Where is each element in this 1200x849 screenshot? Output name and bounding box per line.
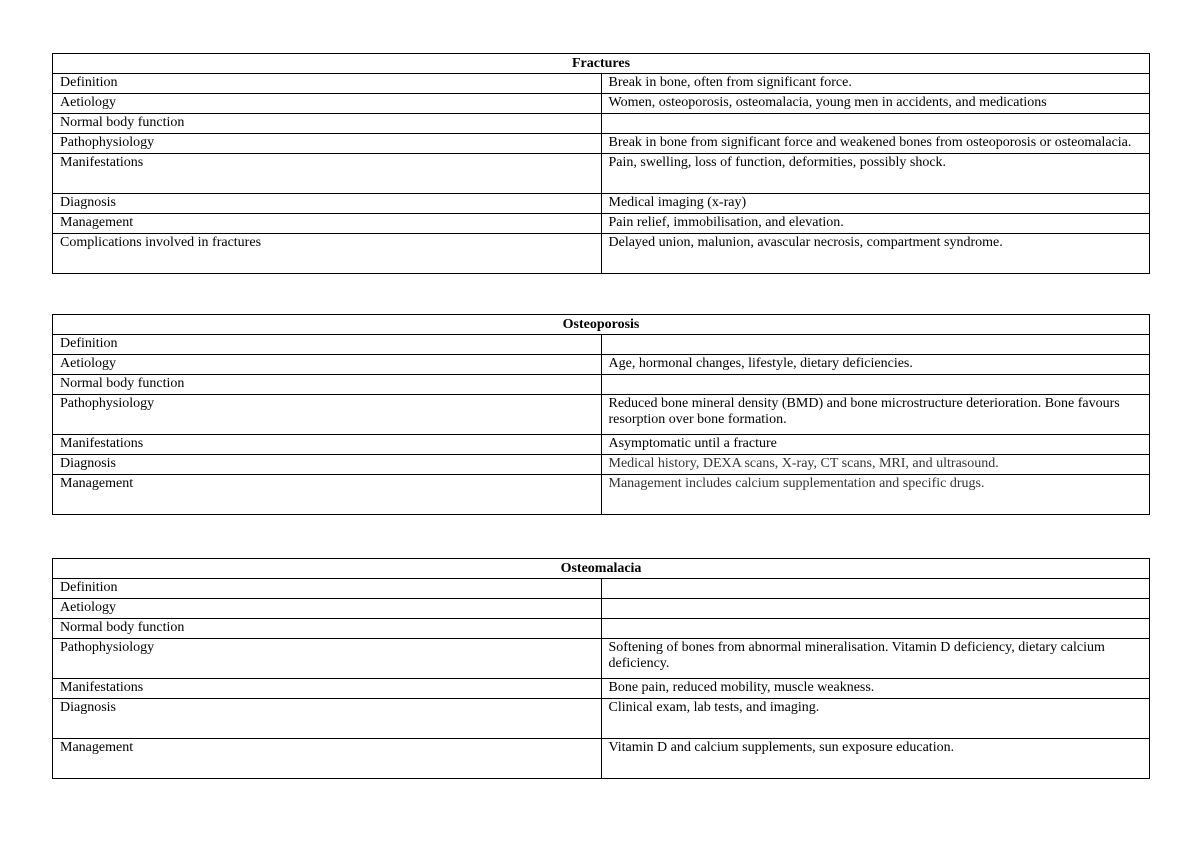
table-row: [53, 699, 1150, 739]
table-title: Osteoporosis: [53, 315, 1150, 335]
table-row: [53, 74, 1150, 94]
row-label: Management: [53, 739, 602, 779]
table-row: [53, 134, 1150, 154]
row-value: Bone pain, reduced mobility, muscle weakness.: [601, 679, 1150, 699]
row-label: Management: [53, 214, 602, 234]
row-label: Manifestations: [53, 154, 602, 194]
row-value: Delayed union, malunion, avascular necrosis, compartment syndrome.: [601, 234, 1150, 274]
row-label: Definition: [53, 579, 602, 599]
fractures-table: [52, 53, 1150, 274]
row-value: [601, 114, 1150, 134]
row-value: [601, 335, 1150, 355]
table-row: [53, 579, 1150, 599]
row-value: Vitamin D and calcium supplements, sun exposure education.: [601, 739, 1150, 779]
row-label: Aetiology: [53, 599, 602, 619]
row-value: [601, 599, 1150, 619]
row-value: Break in bone, often from significant force.: [601, 74, 1150, 94]
table-row: [53, 395, 1150, 435]
row-label: Normal body function: [53, 619, 602, 639]
row-label: Management: [53, 475, 602, 515]
table-row: [53, 234, 1150, 274]
table-row: [53, 599, 1150, 619]
table-title: Fractures: [53, 54, 1150, 74]
row-label: Manifestations: [53, 435, 602, 455]
row-value: Softening of bones from abnormal mineralisation. Vitamin D deficiency, dietary calcium deficiency.: [601, 639, 1150, 679]
row-label: Definition: [53, 335, 602, 355]
table-row: [53, 739, 1150, 779]
table-row: [53, 639, 1150, 679]
row-value: Medical imaging (x-ray): [601, 194, 1150, 214]
table-row: [53, 475, 1150, 515]
row-label: Pathophysiology: [53, 639, 602, 679]
table-row: [53, 619, 1150, 639]
row-value: Reduced bone mineral density (BMD) and bone microstructure deterioration. Bone favours resorption over bone formation.: [601, 395, 1150, 435]
row-value: Management includes calcium supplementation and specific drugs.: [601, 475, 1150, 515]
row-value: [601, 619, 1150, 639]
row-value: Pain, swelling, loss of function, deformities, possibly shock.: [601, 154, 1150, 194]
table-row: [53, 214, 1150, 234]
table-row: [53, 375, 1150, 395]
row-label: Pathophysiology: [53, 395, 602, 435]
table-row: [53, 355, 1150, 375]
row-label: Normal body function: [53, 114, 602, 134]
row-label: Definition: [53, 74, 602, 94]
table-row: [53, 455, 1150, 475]
row-label: Complications involved in fractures: [53, 234, 602, 274]
row-value: Age, hormonal changes, lifestyle, dietary deficiencies.: [601, 355, 1150, 375]
row-value: Medical history, DEXA scans, X-ray, CT scans, MRI, and ultrasound.: [601, 455, 1150, 475]
row-value: Women, osteoporosis, osteomalacia, young men in accidents, and medications: [601, 94, 1150, 114]
table-row: [53, 435, 1150, 455]
table-row: [53, 154, 1150, 194]
row-value: [601, 375, 1150, 395]
osteomalacia-table: [52, 558, 1150, 779]
row-label: Manifestations: [53, 679, 602, 699]
row-value: [601, 579, 1150, 599]
row-label: Pathophysiology: [53, 134, 602, 154]
osteoporosis-table: [52, 314, 1150, 515]
row-label: Diagnosis: [53, 699, 602, 739]
row-label: Diagnosis: [53, 455, 602, 475]
table-row: [53, 194, 1150, 214]
table-row: [53, 114, 1150, 134]
table-row: [53, 679, 1150, 699]
table-row: [53, 335, 1150, 355]
row-value: Clinical exam, lab tests, and imaging.: [601, 699, 1150, 739]
row-value: Break in bone from significant force and weakened bones from osteoporosis or osteomalacia.: [601, 134, 1150, 154]
table-row: [53, 94, 1150, 114]
row-label: Diagnosis: [53, 194, 602, 214]
table-title: Osteomalacia: [53, 559, 1150, 579]
row-label: Normal body function: [53, 375, 602, 395]
row-value: Pain relief, immobilisation, and elevation.: [601, 214, 1150, 234]
row-label: Aetiology: [53, 94, 602, 114]
row-label: Aetiology: [53, 355, 602, 375]
row-value: Asymptomatic until a fracture: [601, 435, 1150, 455]
